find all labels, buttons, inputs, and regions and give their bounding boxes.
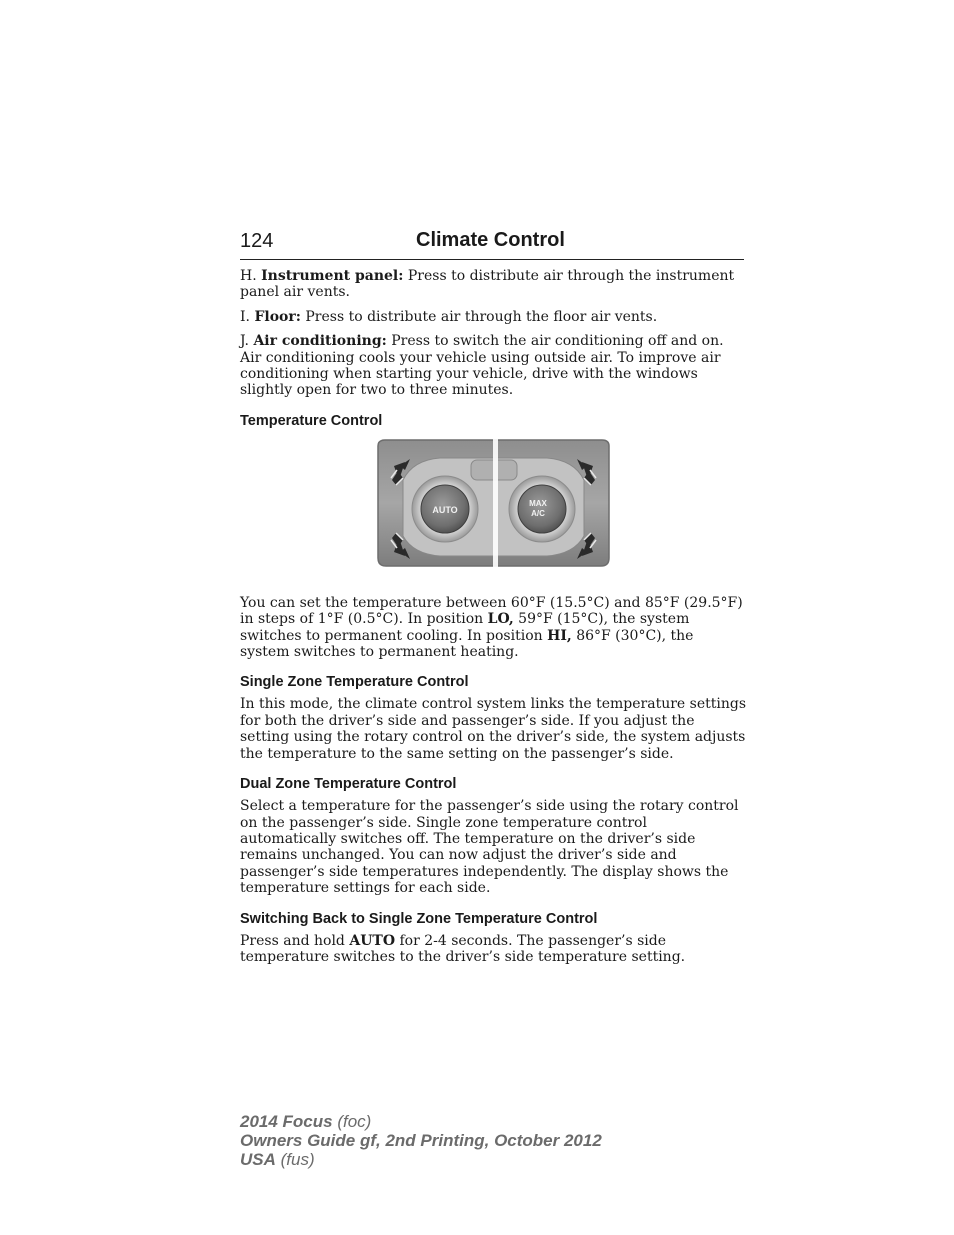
dual-zone-paragraph: Select a temperature for the passenger’s side using the rotary control on the passenger’s side. Single zone temperature control automatically switches off. The temperature on the driver’s side remains unchanged. You can now adjust the driver’s side and passenger’s side temperatures independently. The display shows the temperature settings for each side. — [240, 798, 739, 897]
control-item-j: J. Air conditioning: Press to switch the air conditioning off and on. Air conditioning cools your vehicle using outside air. To improve air conditioning when starting your vehicle, drive with the windows slightly open for two to three minutes. — [240, 333, 724, 399]
single-zone-paragraph: In this mode, the climate control system links the temperature settings for both the driver’s side and passenger’s side. If you adjust the setting using the rotary control on the driver’s side, the system adjusts the temperature to the same setting on the passenger’s side. — [240, 696, 747, 762]
page-title: Climate Control — [416, 229, 565, 251]
section-heading-dual-zone: Dual Zone Temperature Control — [240, 776, 457, 793]
climate-control-panel-figure — [375, 438, 612, 570]
page-footer — [240, 1112, 602, 1169]
section-heading-temperature-control: Temperature Control — [240, 412, 383, 429]
section-heading-switching-back: Switching Back to Single Zone Temperature Control — [240, 910, 598, 927]
climate-panel-illustration — [375, 438, 612, 570]
control-item-i: I. Floor: Press to distribute air through the floor air vents. — [240, 308, 658, 325]
control-term: Instrument panel: — [261, 268, 404, 284]
auto-button-label: AUTO — [432, 504, 458, 515]
control-term: Air conditioning: — [253, 333, 387, 350]
temperature-range-paragraph: You can set the temperature between 60°F (15.5°C) and 85°F (29.5°F) in steps of 1°F (0.5°C). In position LO, 59°F (15°C), the system switches to permanent cooling. In position HI, 86°F (30°C), the system switches to permanent heating. — [240, 594, 743, 661]
page-number: 124 — [240, 230, 274, 252]
section-heading-single-zone: Single Zone Temperature Control — [240, 674, 469, 691]
control-term: Floor: — [254, 308, 301, 325]
page-header — [240, 228, 744, 260]
footer-line-region: USA (fus) — [240, 1150, 315, 1169]
ac-label: A/C — [531, 508, 545, 518]
footer-line-printing: Owners Guide gf, 2nd Printing, October 2012 — [240, 1131, 602, 1150]
page-content — [240, 268, 746, 973]
max-label: MAX — [529, 498, 547, 508]
switching-back-paragraph: Press and hold AUTO for 2-4 seconds. The passenger’s side temperature switches to the driver’s side temperature setting. — [240, 932, 686, 965]
control-item-h: H. Instrument panel: Press to distribute air through the instrument panel air vents. — [240, 268, 735, 301]
footer-line-model: 2014 Focus (foc) — [240, 1112, 372, 1131]
